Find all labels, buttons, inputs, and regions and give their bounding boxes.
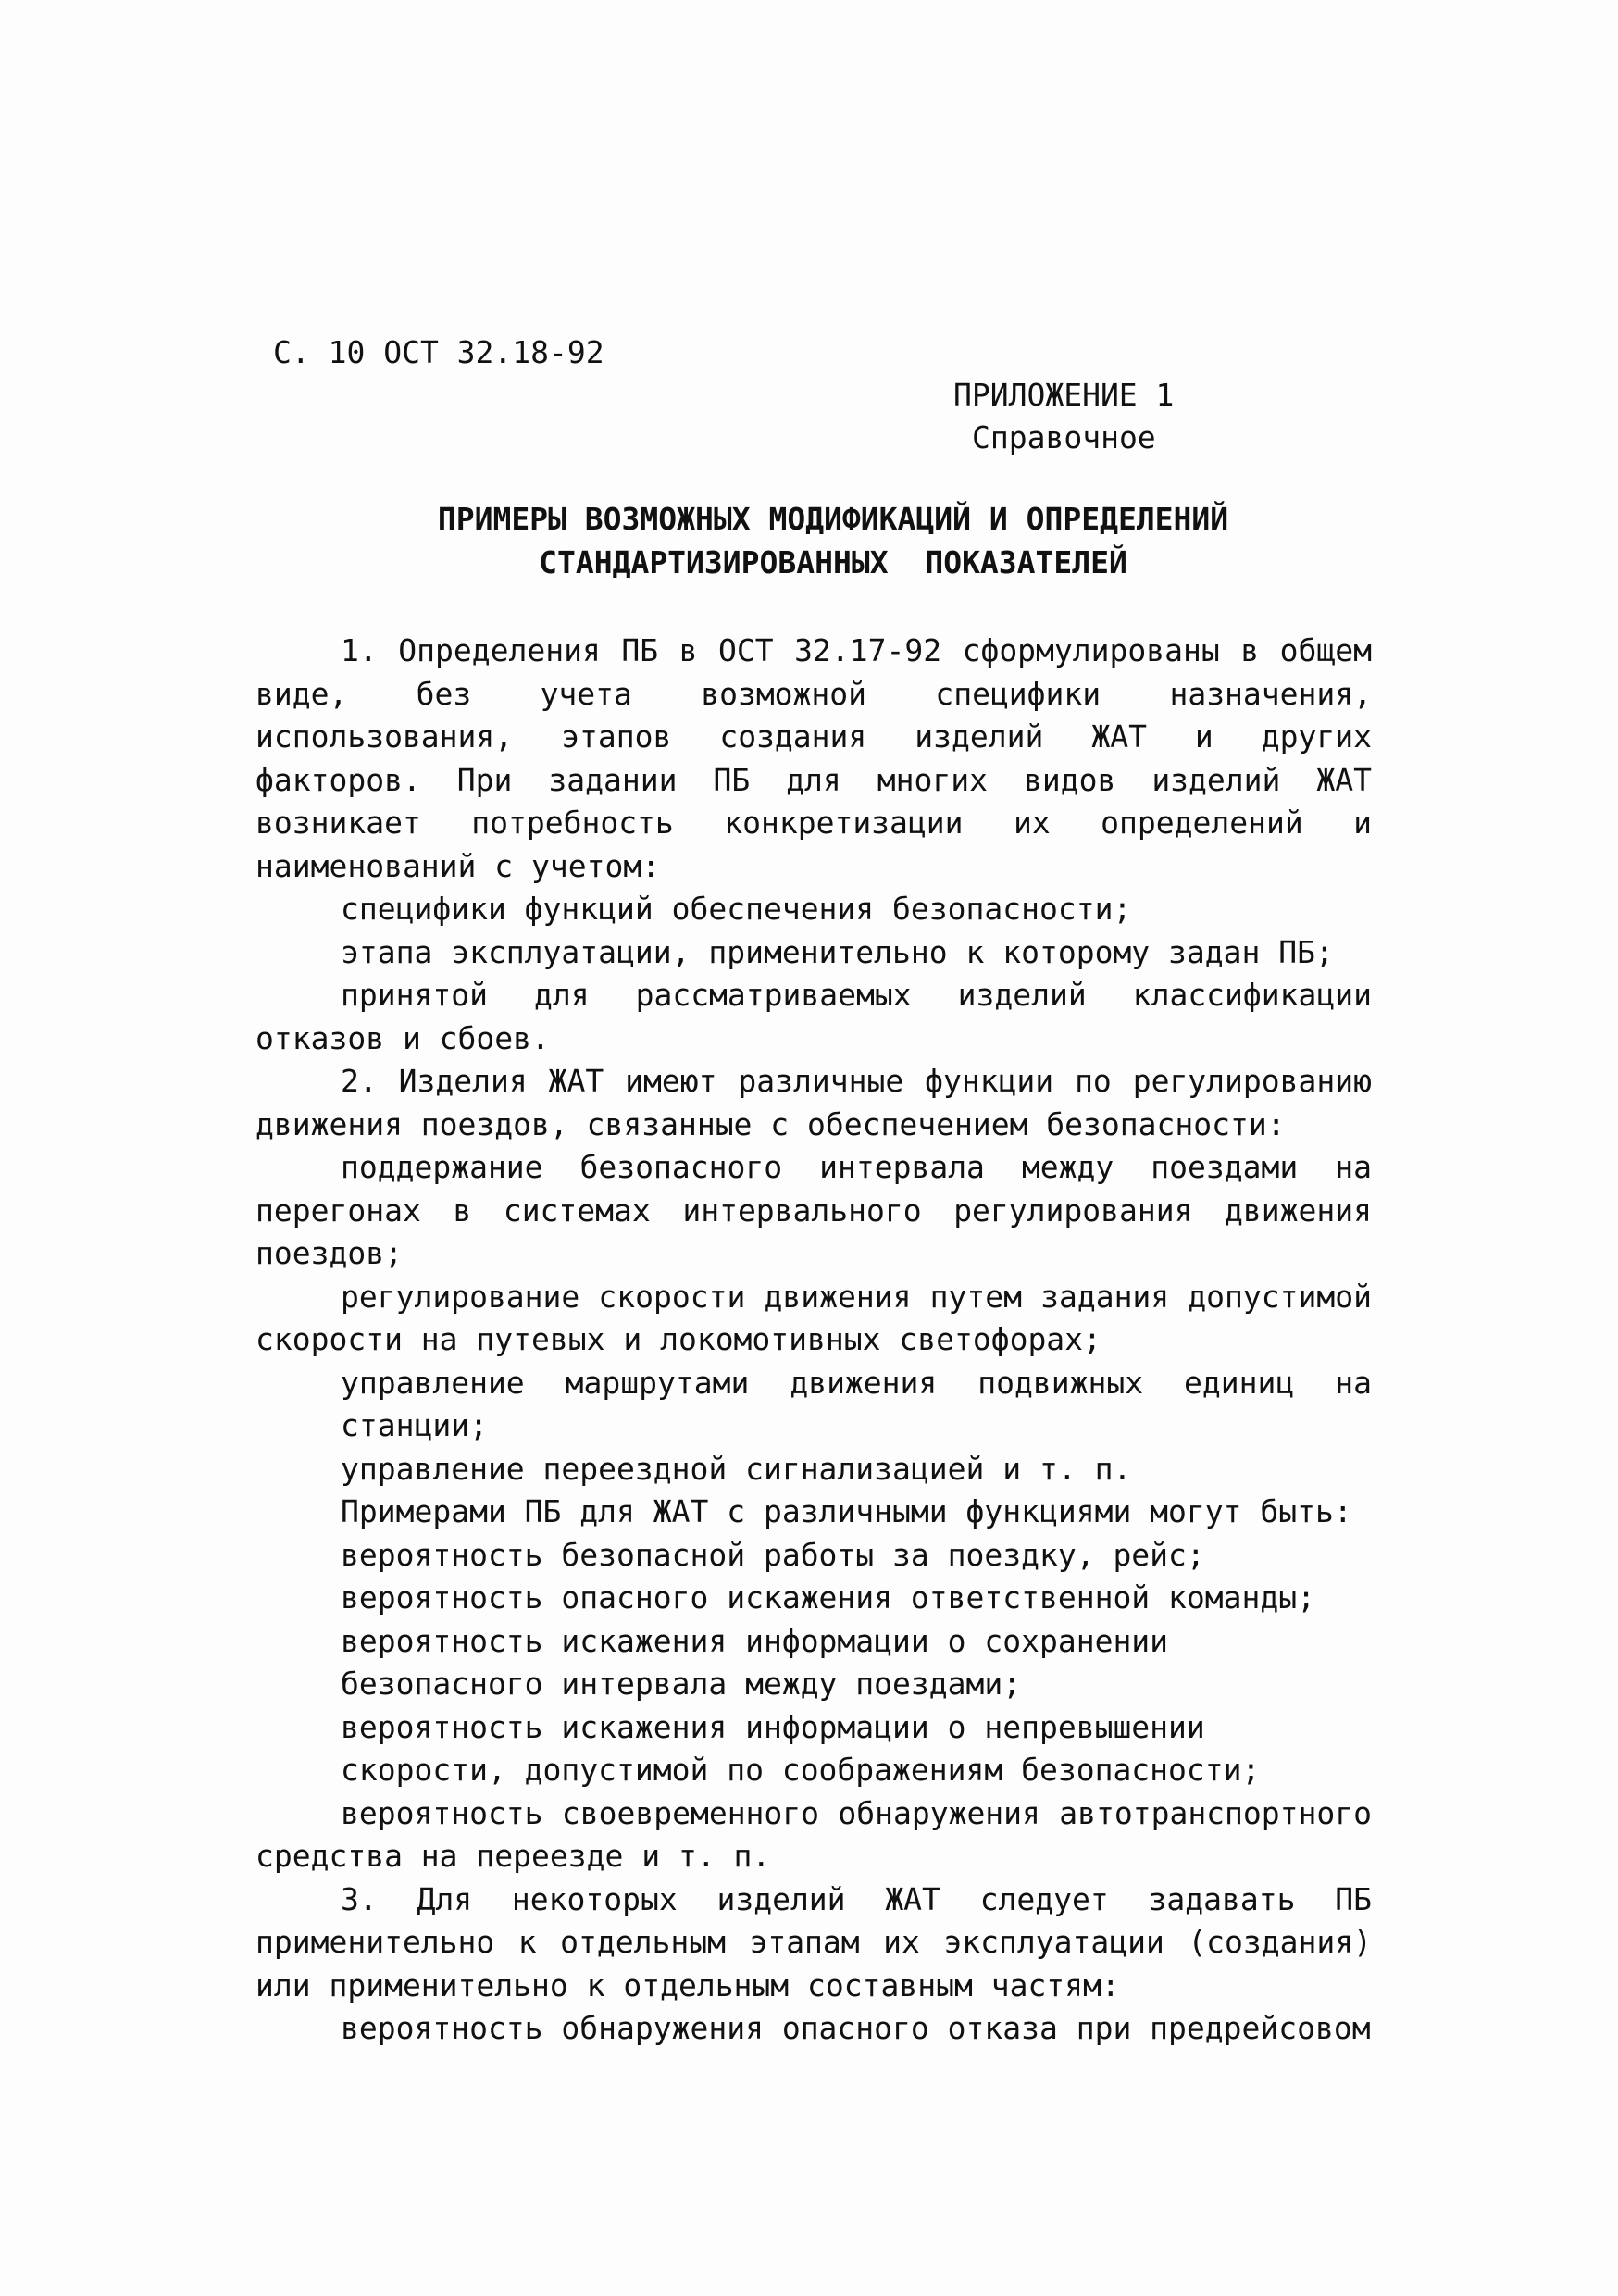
list-item: вероятность безопасной работы за поездку, рейс; (341, 1536, 1205, 1573)
list-item: управление маршрутами движения подвижных единиц на станции; (341, 1364, 1372, 1443)
list-item: этапа эксплуатации, применительно к которому задан ПБ; (341, 933, 1334, 970)
paragraph-2: 2. Изделия ЖАТ имеют различные функции по регулированию движения поездов, связанные с обеспечением безопасности: (255, 1063, 1372, 1142)
list-item: принятой для рассматриваемых изделий классификации отказов и сбоев. (255, 977, 1372, 1056)
examples-intro: Примерами ПБ для ЖАТ с различными функциями могут быть: (341, 1493, 1352, 1529)
document-body (255, 630, 1372, 2051)
list-item: регулирование скорости движения путем задания допустимой скорости на путевых и локомотивных светофорах; (255, 1278, 1372, 1357)
title-line-2: СТАНДАРТИЗИРОВАННЫХ ПОКАЗАТЕЛЕЙ (539, 543, 1127, 580)
document-title (370, 498, 1296, 584)
list-item: вероятность своевременного обнаружения автотранспортного средства на переезде и т. п. (255, 1794, 1372, 1874)
paragraph-1: 1. Определения ПБ в ОСТ 32.17-92 сформулированы в общем виде, без учета возможной специфики назначения, использования, этапов создания изделий ЖАТ и других факторов. При задании ПБ для многих видов изделий ЖАТ возникает потребность конкретизации их определений и наименований с учетом: (255, 632, 1372, 884)
list-item: вероятность искажения информации о сохранении безопасного интервала между поездами; (341, 1622, 1169, 1702)
list-item: вероятность опасного искажения ответственной команды; (341, 1579, 1315, 1616)
page-reference: С. 10 ОСТ 32.18-92 (273, 334, 604, 370)
appendix-type: Справочное (972, 419, 1156, 455)
list-item: вероятность искажения информации о непревышении скорости, допустимой по соображениям безопасности; (341, 1708, 1261, 1788)
title-line-1: ПРИМЕРЫ ВОЗМОЖНЫХ МОДИФИКАЦИЙ И ОПРЕДЕЛЕНИЙ (437, 501, 1229, 537)
list-item: управление переездной сигнализацией и т. п. (341, 1450, 1132, 1487)
appendix-label: ПРИЛОЖЕНИЕ 1 (953, 377, 1175, 413)
paragraph-3: 3. Для некоторых изделий ЖАТ следует задавать ПБ применительно к отдельным этапам их эксплуатации (создания) или применительно к отдельным составным частям: (255, 1880, 1372, 2003)
list-item: специфики функций обеспечения безопасности; (341, 891, 1132, 927)
list-item: поддержание безопасного интервала между поездами на перегонах в системах интервального регулирования движения поездов; (255, 1149, 1372, 1271)
list-item: вероятность обнаружения опасного отказа при предрейсовом (341, 2010, 1371, 2046)
